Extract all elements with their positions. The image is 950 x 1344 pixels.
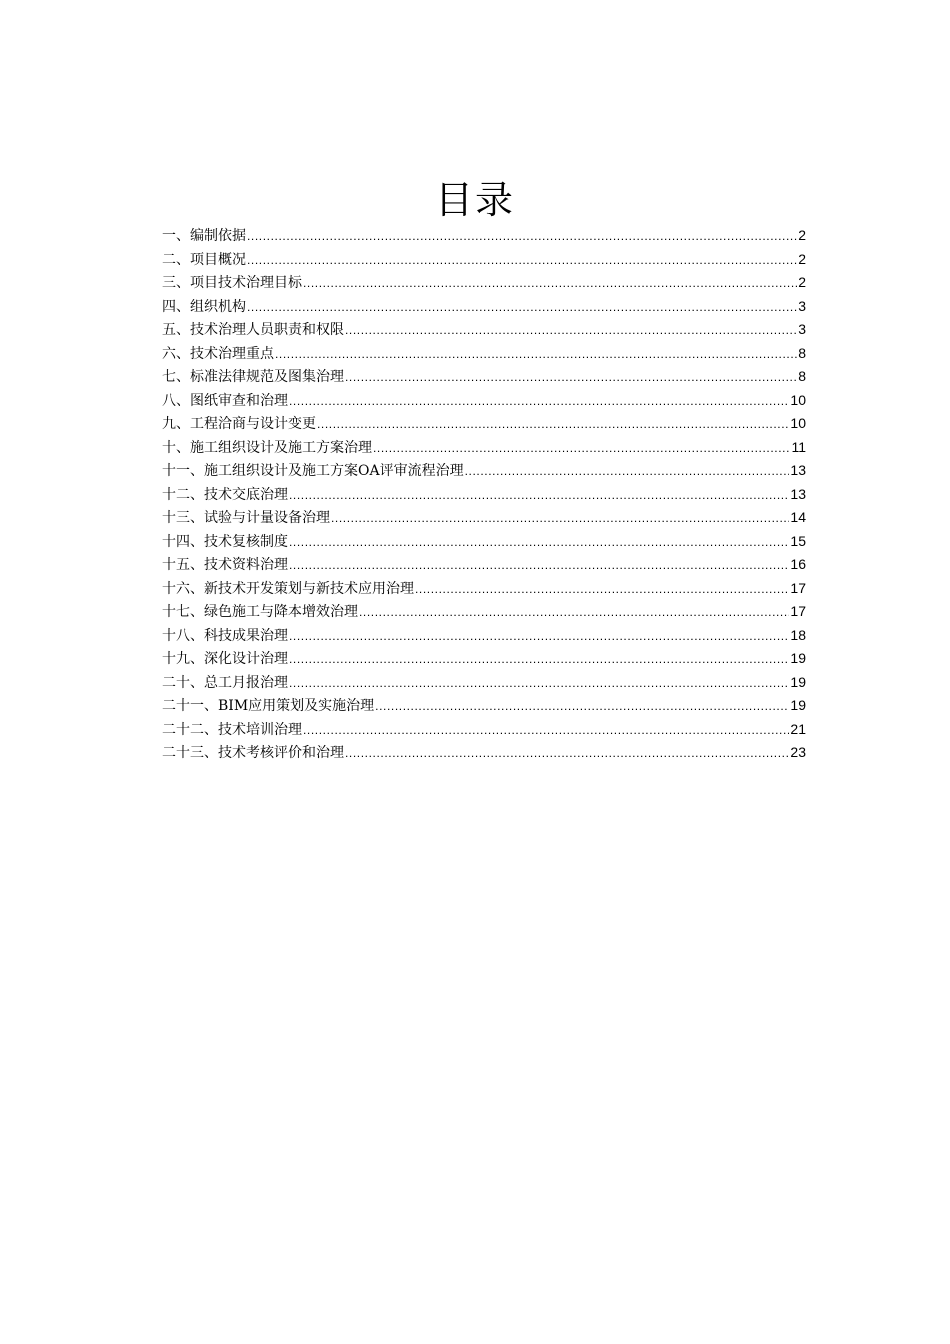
toc-dot-leader <box>289 531 789 554</box>
toc-dot-leader <box>247 225 797 248</box>
toc-entry[interactable] <box>162 483 806 507</box>
toc-entry-page: 16 <box>790 556 806 572</box>
toc-dot-leader <box>345 742 789 765</box>
toc-dot-leader <box>359 601 789 624</box>
toc-entry-text: 五、技术治理人员职责和权限 <box>162 322 344 338</box>
toc-entry[interactable] <box>162 718 806 742</box>
toc-entry-text: 二十、总工月报治理 <box>162 674 288 691</box>
toc-dot-leader <box>331 507 789 530</box>
toc-entry[interactable] <box>162 436 806 460</box>
toc-entry-page: 19 <box>790 697 806 713</box>
toc-entry-text: 十四、技术复核制度 <box>162 533 288 550</box>
toc-entry-text: 十一、施工组织设计及施工方案OA评审流程治理 <box>162 463 464 479</box>
toc-dot-leader <box>289 672 789 695</box>
toc-list <box>162 224 806 765</box>
toc-dot-leader <box>247 249 797 272</box>
toc-dot-leader <box>375 695 789 718</box>
toc-entry-text: 十二、技术交底治理 <box>162 486 288 503</box>
toc-dot-leader <box>345 319 797 342</box>
toc-entry[interactable] <box>162 342 806 366</box>
toc-entry[interactable] <box>162 530 806 554</box>
toc-entry-text: 二、项目概况 <box>162 251 246 268</box>
toc-entry-text: 九、工程洽商与设计变更 <box>162 416 316 432</box>
toc-entry-text: 十三、试验与计量设备治理 <box>162 510 330 526</box>
toc-dot-leader <box>345 366 797 389</box>
toc-entry[interactable] <box>162 647 806 671</box>
toc-entry-text: 三、项目技术治理目标 <box>162 275 302 291</box>
toc-entry[interactable] <box>162 600 806 624</box>
toc-dot-leader <box>317 413 789 436</box>
toc-entry-page: 21 <box>790 720 806 737</box>
toc-entry-page: 8 <box>798 368 806 384</box>
toc-dot-leader <box>289 648 789 671</box>
toc-entry[interactable] <box>162 271 806 295</box>
toc-entry[interactable] <box>162 248 806 272</box>
toc-entry[interactable] <box>162 624 806 648</box>
toc-entry-page: 2 <box>798 227 806 243</box>
toc-dot-leader <box>373 437 790 460</box>
toc-dot-leader <box>303 719 789 742</box>
toc-entry-page: 10 <box>790 415 806 431</box>
toc-dot-leader <box>289 625 789 648</box>
toc-entry-text: 二十二、技术培训治理 <box>162 721 302 738</box>
toc-entry-page: 2 <box>798 274 806 290</box>
toc-dot-leader <box>247 296 797 319</box>
toc-dot-leader <box>289 484 789 507</box>
toc-entry[interactable] <box>162 506 806 530</box>
toc-title: 目录 <box>434 178 515 222</box>
toc-entry[interactable] <box>162 741 806 765</box>
toc-dot-leader <box>303 272 797 295</box>
toc-entry-page: 3 <box>798 297 806 314</box>
toc-entry-text: 十七、绿色施工与降本增效治理 <box>162 604 358 620</box>
toc-entry[interactable] <box>162 459 806 483</box>
toc-entry-page: 2 <box>798 250 806 267</box>
toc-entry-text: 十八、科技成果治理 <box>162 627 288 644</box>
toc-entry-text: 八、图纸审查和治理 <box>162 392 288 409</box>
toc-entry-page: 18 <box>790 626 806 643</box>
toc-entry-text: 十五、技术资料治理 <box>162 557 288 573</box>
toc-entry-text: 二十一、BIM应用策划及实施治理 <box>162 698 375 714</box>
toc-entry-page: 17 <box>790 603 806 619</box>
toc-entry[interactable] <box>162 412 806 436</box>
toc-entry-page: 19 <box>790 673 806 690</box>
toc-entry[interactable] <box>162 671 806 695</box>
toc-entry[interactable] <box>162 694 806 718</box>
toc-dot-leader <box>275 343 797 366</box>
toc-entry-page: 13 <box>790 485 806 502</box>
toc-dot-leader <box>289 554 789 577</box>
toc-dot-leader <box>415 578 789 601</box>
toc-entry-page: 14 <box>790 509 806 525</box>
toc-entry-page: 10 <box>790 391 806 408</box>
toc-entry-page: 23 <box>790 744 806 760</box>
toc-entry-text: 十六、新技术开发策划与新技术应用治理 <box>162 580 414 597</box>
toc-entry-page: 8 <box>798 344 806 361</box>
toc-entry-text: 十九、深化设计治理 <box>162 651 288 667</box>
toc-entry-text: 十、施工组织设计及施工方案治理 <box>162 439 372 456</box>
toc-entry-page: 3 <box>798 321 806 337</box>
toc-entry-page: 13 <box>790 462 806 478</box>
toc-entry-page: 19 <box>790 650 806 666</box>
toc-entry-text: 七、标准法律规范及图集治理 <box>162 369 344 385</box>
toc-entry-text: 二十三、技术考核评价和治理 <box>162 745 344 761</box>
toc-dot-leader <box>289 390 789 413</box>
toc-entry[interactable] <box>162 295 806 319</box>
toc-entry[interactable] <box>162 224 806 248</box>
toc-entry[interactable] <box>162 577 806 601</box>
toc-entry[interactable] <box>162 318 806 342</box>
toc-entry-page: 17 <box>790 579 806 596</box>
toc-entry-text: 六、技术治理重点 <box>162 345 274 362</box>
toc-entry[interactable] <box>162 389 806 413</box>
toc-entry[interactable] <box>162 365 806 389</box>
toc-entry-page: 15 <box>790 532 806 549</box>
toc-entry-text: 一、编制依据 <box>162 228 246 244</box>
toc-dot-leader <box>465 460 790 483</box>
toc-entry[interactable] <box>162 553 806 577</box>
toc-entry-text: 四、组织机构 <box>162 298 246 315</box>
toc-entry-page: 11 <box>791 438 806 455</box>
